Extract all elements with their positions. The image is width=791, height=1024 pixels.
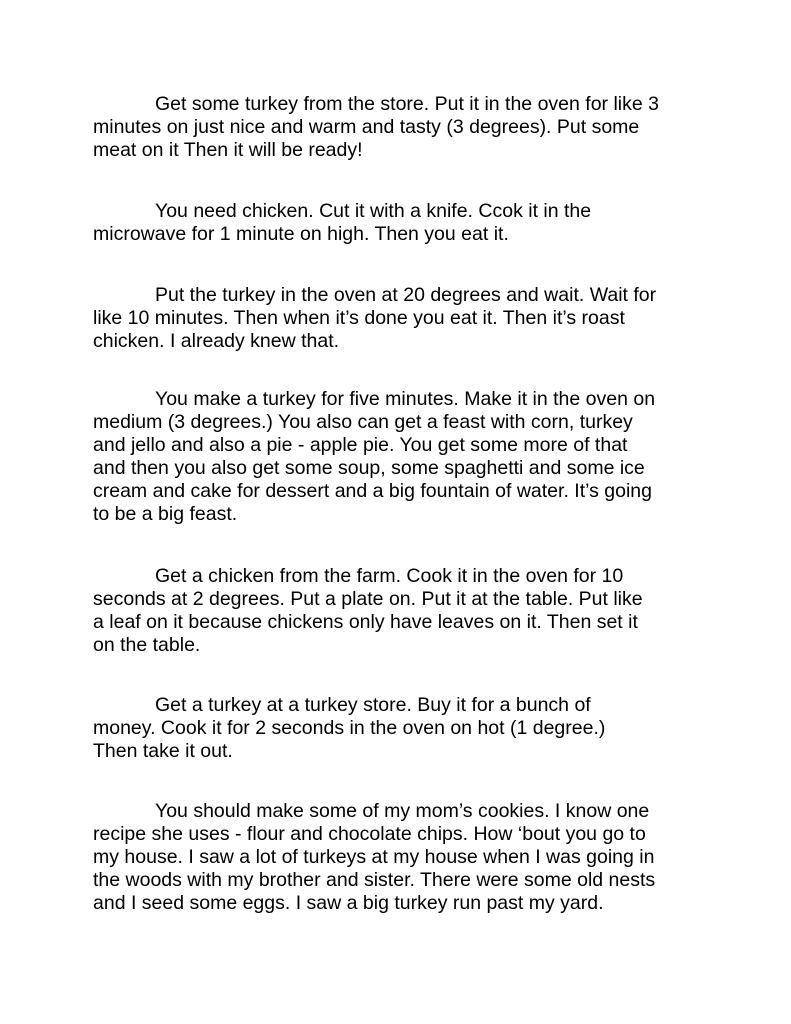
recipe-paragraph-7: You should make some of my mom’s cookies. I know one recipe she uses - flour and chocolate chips. How ‘bout you go to my house. I saw a lot of turkeys at my house when I was going in the woods with my brother and sister. There were some old nests and I seed some eggs. I saw a big turkey run past my yard. (93, 800, 656, 914)
recipe-paragraph-1: Get some turkey from the store. Put it in the oven for like 3 minutes on just nice and warm and tasty (3 degrees). Put some meat on it Then it will be ready! (93, 93, 659, 161)
recipe-paragraph-2: You need chicken. Cut it with a knife. Ccok it in the microwave for 1 minute on high. Then you eat it. (93, 200, 592, 245)
recipe-paragraph-4: You make a turkey for five minutes. Make it in the oven on medium (3 degrees.) You also can get a feast with corn, turkey and jello and also a pie - apple pie. You get some more of that and then you also get some soup, some spaghetti and some ice cream and cake for dessert and a big fountain of water. It’s going to be a big feast. (93, 388, 656, 525)
recipe-paragraph-3: Put the turkey in the oven at 20 degrees and wait. Wait for like 10 minutes. Then when it’s done you eat it. Then it’s roast chicken. I already knew that. (93, 284, 657, 352)
recipe-paragraph-5: Get a chicken from the farm. Cook it in the oven for 10 seconds at 2 degrees. Put a plate on. Put it at the table. Put like a leaf on it because chickens only have leaves on it. Then set it on the table. (93, 565, 643, 656)
recipe-paragraph-6: Get a turkey at a turkey store. Buy it for a bunch of money. Cook it for 2 seconds in the oven on hot (1 degree.) Then take it out. (93, 694, 606, 762)
